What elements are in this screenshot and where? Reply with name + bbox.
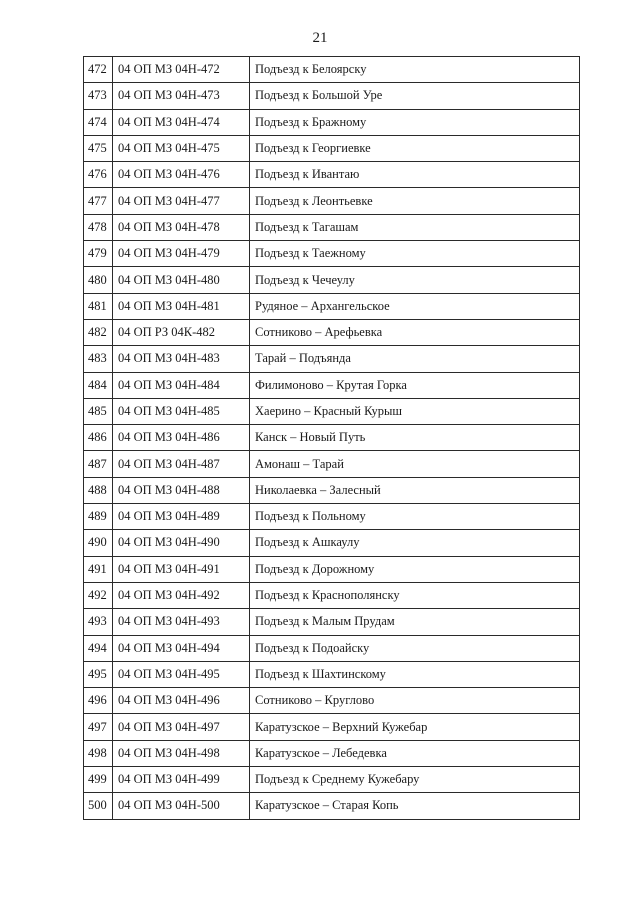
road-name-cell: Подъезд к Краснополянску [250,582,580,608]
road-name-cell: Подъезд к Белоярску [250,57,580,83]
road-code-cell: 04 ОП МЗ 04Н-480 [113,267,250,293]
road-name-cell: Филимоново – Крутая Горка [250,372,580,398]
table-row [84,714,580,740]
page-number: 21 [312,30,328,46]
row-number-cell: 478 [84,214,113,240]
row-number-cell: 472 [84,57,113,83]
road-code-cell: 04 ОП МЗ 04Н-493 [113,609,250,635]
road-code-cell: 04 ОП МЗ 04Н-491 [113,556,250,582]
road-name-cell: Подъезд к Ивантаю [250,162,580,188]
row-number-cell: 476 [84,162,113,188]
table-row [84,319,580,345]
road-name-cell: Подъезд к Таежному [250,241,580,267]
road-code-cell: 04 ОП МЗ 04Н-489 [113,504,250,530]
row-number-cell: 483 [84,346,113,372]
road-code-cell: 04 ОП МЗ 04Н-488 [113,477,250,503]
road-code-cell: 04 ОП МЗ 04Н-486 [113,425,250,451]
road-name-cell: Николаевка – Залесный [250,477,580,503]
road-name-cell: Хаерино – Красный Курыш [250,398,580,424]
road-name-cell: Каратузское – Старая Копь [250,793,580,819]
roads-table-body [84,57,580,820]
road-code-cell: 04 ОП МЗ 04Н-477 [113,188,250,214]
row-number-cell: 487 [84,451,113,477]
row-number-cell: 499 [84,767,113,793]
road-name-cell: Подъезд к Шахтинскому [250,661,580,687]
table-row [84,83,580,109]
row-number-cell: 489 [84,504,113,530]
table-row [84,767,580,793]
road-code-cell: 04 ОП МЗ 04Н-483 [113,346,250,372]
row-number-cell: 482 [84,319,113,345]
row-number-cell: 493 [84,609,113,635]
table-row [84,661,580,687]
table-row [84,425,580,451]
road-code-cell: 04 ОП МЗ 04Н-481 [113,293,250,319]
table-row [84,451,580,477]
table-row [84,241,580,267]
road-name-cell: Подъезд к Среднему Кужебару [250,767,580,793]
road-name-cell: Подъезд к Бражному [250,109,580,135]
row-number-cell: 488 [84,477,113,503]
table-row [84,688,580,714]
road-code-cell: 04 ОП МЗ 04Н-497 [113,714,250,740]
row-number-cell: 496 [84,688,113,714]
road-name-cell: Подъезд к Георгиевке [250,135,580,161]
row-number-cell: 479 [84,241,113,267]
table-row [84,740,580,766]
table-row [84,609,580,635]
table-row [84,530,580,556]
table-row [84,372,580,398]
table-row [84,109,580,135]
road-code-cell: 04 ОП МЗ 04Н-473 [113,83,250,109]
row-number-cell: 481 [84,293,113,319]
row-number-cell: 475 [84,135,113,161]
roads-table [83,56,580,820]
row-number-cell: 497 [84,714,113,740]
row-number-cell: 480 [84,267,113,293]
road-code-cell: 04 ОП МЗ 04Н-490 [113,530,250,556]
road-code-cell: 04 ОП МЗ 04Н-499 [113,767,250,793]
road-code-cell: 04 ОП МЗ 04Н-475 [113,135,250,161]
table-row [84,635,580,661]
table-row [84,582,580,608]
table-row [84,188,580,214]
road-name-cell: Тарай – Подъянда [250,346,580,372]
road-code-cell: 04 ОП МЗ 04Н-487 [113,451,250,477]
road-code-cell: 04 ОП МЗ 04Н-478 [113,214,250,240]
table-row [84,293,580,319]
row-number-cell: 495 [84,661,113,687]
road-name-cell: Подъезд к Леонтьевке [250,188,580,214]
road-name-cell: Подъезд к Чечеулу [250,267,580,293]
row-number-cell: 494 [84,635,113,661]
table-row [84,214,580,240]
road-code-cell: 04 ОП МЗ 04Н-479 [113,241,250,267]
table-row [84,162,580,188]
row-number-cell: 477 [84,188,113,214]
road-name-cell: Каратузское – Верхний Кужебар [250,714,580,740]
table-row [84,398,580,424]
road-code-cell: 04 ОП МЗ 04Н-500 [113,793,250,819]
row-number-cell: 492 [84,582,113,608]
road-code-cell: 04 ОП МЗ 04Н-495 [113,661,250,687]
road-name-cell: Сотниково – Круглово [250,688,580,714]
road-name-cell: Подъезд к Польному [250,504,580,530]
road-name-cell: Подъезд к Большой Уре [250,83,580,109]
road-code-cell: 04 ОП МЗ 04Н-485 [113,398,250,424]
road-code-cell: 04 ОП МЗ 04Н-472 [113,57,250,83]
road-name-cell: Рудяное – Архангельское [250,293,580,319]
row-number-cell: 486 [84,425,113,451]
table-row [84,793,580,819]
road-name-cell: Каратузское – Лебедевка [250,740,580,766]
row-number-cell: 491 [84,556,113,582]
row-number-cell: 485 [84,398,113,424]
table-row [84,504,580,530]
road-name-cell: Подъезд к Малым Прудам [250,609,580,635]
table-row [84,477,580,503]
road-code-cell: 04 ОП МЗ 04Н-494 [113,635,250,661]
road-name-cell: Подъезд к Дорожному [250,556,580,582]
road-code-cell: 04 ОП МЗ 04Н-476 [113,162,250,188]
road-name-cell: Подъезд к Ашкаулу [250,530,580,556]
row-number-cell: 490 [84,530,113,556]
table-row [84,556,580,582]
road-name-cell: Подъезд к Тагашам [250,214,580,240]
road-name-cell: Подъезд к Подоайску [250,635,580,661]
table-row [84,267,580,293]
table-row [84,57,580,83]
road-code-cell: 04 ОП МЗ 04Н-484 [113,372,250,398]
row-number-cell: 473 [84,83,113,109]
road-name-cell: Сотниково – Арефьевка [250,319,580,345]
row-number-cell: 484 [84,372,113,398]
road-code-cell: 04 ОП МЗ 04Н-474 [113,109,250,135]
table-row [84,135,580,161]
road-code-cell: 04 ОП МЗ 04Н-492 [113,582,250,608]
table-row [84,346,580,372]
road-code-cell: 04 ОП МЗ 04Н-498 [113,740,250,766]
road-name-cell: Амонаш – Тарай [250,451,580,477]
row-number-cell: 474 [84,109,113,135]
row-number-cell: 498 [84,740,113,766]
row-number-cell: 500 [84,793,113,819]
road-code-cell: 04 ОП РЗ 04К-482 [113,319,250,345]
road-name-cell: Канск – Новый Путь [250,425,580,451]
road-code-cell: 04 ОП МЗ 04Н-496 [113,688,250,714]
